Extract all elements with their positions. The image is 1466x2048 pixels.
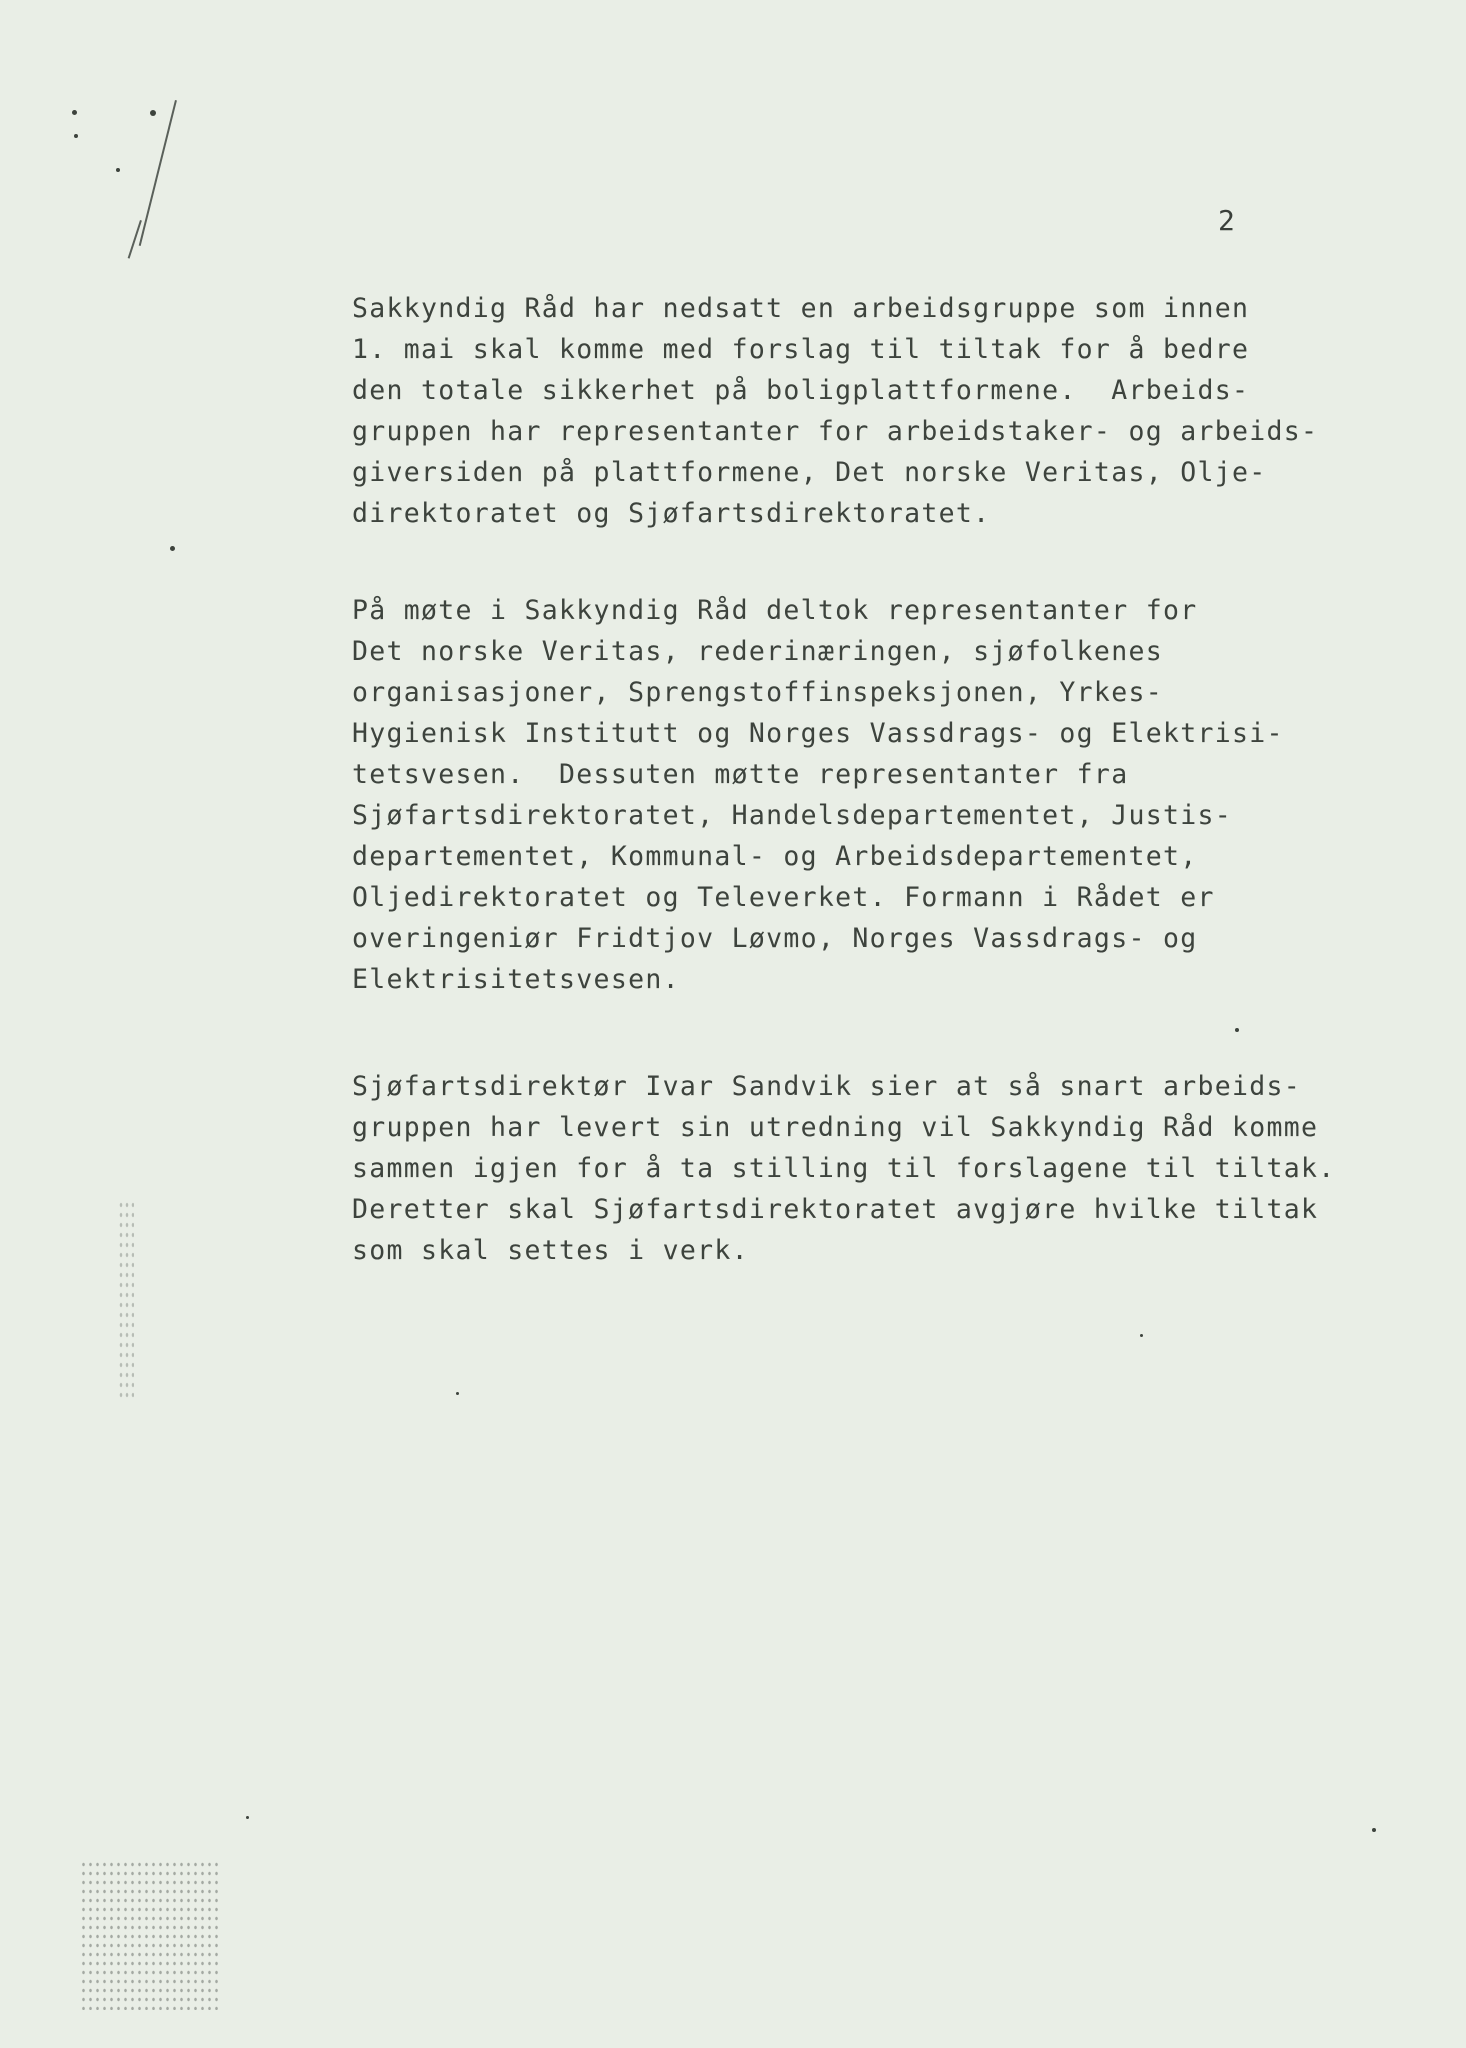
scan-dot [246, 1816, 249, 1819]
scan-dot [170, 546, 175, 551]
text-line: som skal settes i verk. [352, 1235, 749, 1266]
text-line: Sakkyndig Råd har nedsatt en arbeidsgruppe som innen [352, 293, 1250, 324]
scan-dot [74, 134, 78, 138]
text-line: direktoratet og Sjøfartsdirektoratet. [352, 498, 991, 529]
page-number: 2 [1218, 204, 1235, 237]
text-line: Hygienisk Institutt og Norges Vassdrags- og Elektrisi- [352, 718, 1284, 749]
text-line: departementet, Kommunal- og Arbeidsdepartementet, [352, 841, 1198, 872]
text-line: overingeniør Fridtjov Løvmo, Norges Vassdrags- og [352, 923, 1198, 954]
text-line: Oljedirektoratet og Televerket. Formann i Rådet er [352, 882, 1215, 913]
scan-dot [456, 1392, 459, 1395]
text-line: Deretter skal Sjøfartsdirektoratet avgjøre hvilke tiltak [352, 1194, 1319, 1225]
scan-speckle [80, 1860, 220, 2010]
scan-dot [1372, 1828, 1376, 1832]
scan-speckle [118, 1200, 134, 1400]
text-line: Sjøfartsdirektør Ivar Sandvik sier at så snart arbeids- [352, 1071, 1301, 1102]
scan-dot [72, 110, 77, 115]
scan-dot [1235, 1028, 1239, 1032]
text-line: 1. mai skal komme med forslag til tiltak for å bedre [352, 334, 1250, 365]
text-line: Elektrisitetsvesen. [352, 964, 680, 995]
text-line: organisasjoner, Sprengstoffinspeksjonen, Yrkes- [352, 677, 1163, 708]
paragraph-1 [352, 288, 1352, 534]
text-line: På møte i Sakkyndig Råd deltok representanter for [352, 595, 1198, 626]
paragraph-3 [352, 1066, 1352, 1271]
scan-dot [150, 110, 156, 116]
text-line: den totale sikkerhet på boligplattformene. Arbeids- [352, 375, 1250, 406]
scan-dot [116, 168, 120, 172]
text-line: tetsvesen. Dessuten møtte representanter fra [352, 759, 1129, 790]
text-line: Sjøfartsdirektoratet, Handelsdepartementet, Justis- [352, 800, 1232, 831]
text-line: Det norske Veritas, rederinæringen, sjøfolkenes [352, 636, 1163, 667]
scan-dot [1140, 1334, 1143, 1337]
scan-mark [139, 100, 177, 246]
paragraph-2 [352, 590, 1352, 1000]
text-line: gruppen har levert sin utredning vil Sakkyndig Råd komme [352, 1112, 1319, 1143]
text-line: sammen igjen for å ta stilling til forslagene til tiltak. [352, 1153, 1336, 1184]
text-line: giversiden på plattformene, Det norske Veritas, Olje- [352, 457, 1267, 488]
text-line: gruppen har representanter for arbeidstaker- og arbeids- [352, 416, 1319, 447]
